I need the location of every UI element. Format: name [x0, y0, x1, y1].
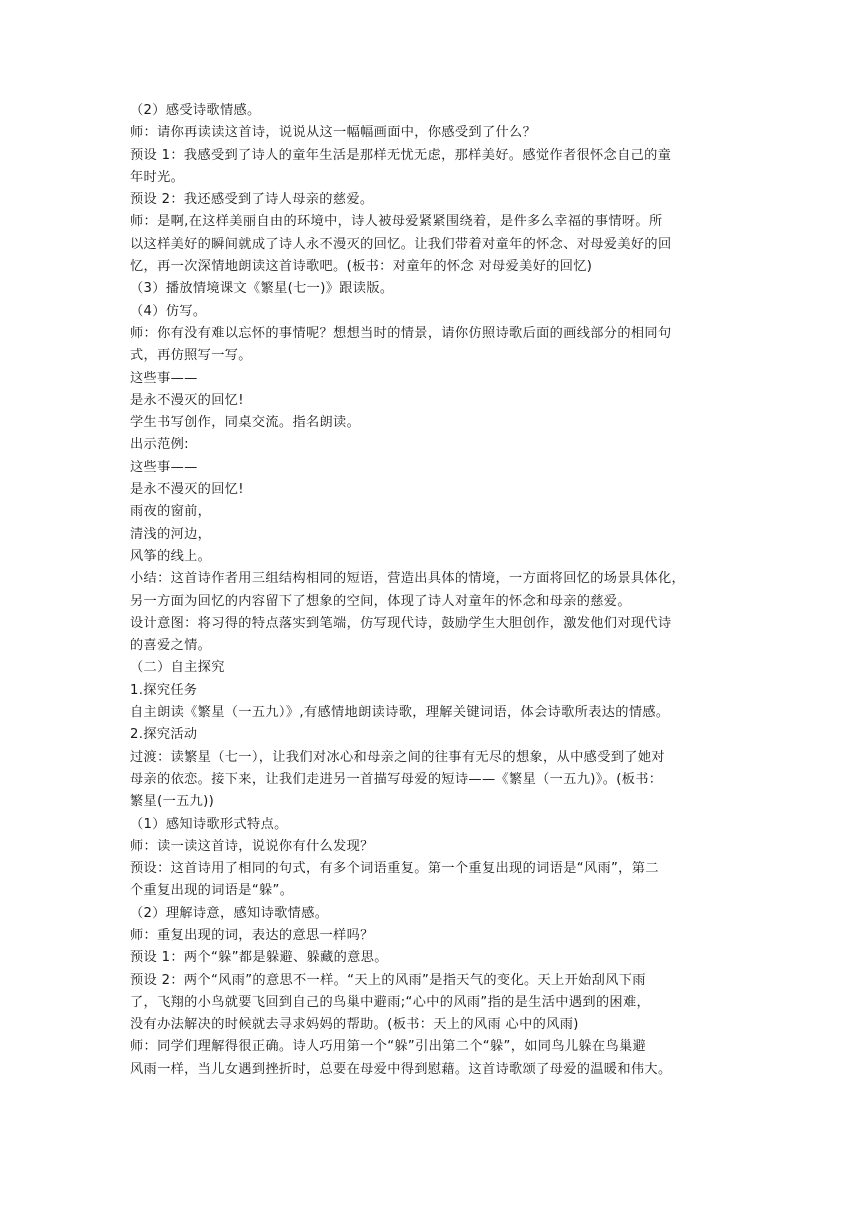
- text-line: （3）播放情境课文《繁星(七一)》跟读版。: [130, 281, 394, 297]
- text-line: 风筝的线上。: [130, 548, 212, 564]
- text-line: 过渡：读繁星（七一），让我们对冰心和母亲之间的往事有无尽的想象，从中感受到了她对: [130, 749, 665, 765]
- text-line: 以这样美好的瞬间就成了诗人永不漫灭的回忆。让我们带着对童年的怀念、对母爱美好的回: [130, 236, 672, 252]
- text-line: 预设 1：我感受到了诗人的童年生活是那样无忧无虑，那样美好。感觉作者很怀念自己的童: [130, 147, 672, 163]
- text-line: 清浅的河边，: [130, 526, 212, 542]
- text-line: 了，飞翔的小鸟就要飞回到自己的鸟巢中避雨;“心中的风雨”指的是生活中遇到的困难，: [130, 994, 651, 1010]
- document-page: [130, 100, 730, 1081]
- text-line: 师：你有没有难以忘怀的事情呢？想想当时的情景，请你仿照诗歌后面的画线部分的相同句: [130, 325, 672, 341]
- text-line: 预设：这首诗用了相同的句式，有多个词语重复。第一个重复出现的词语是“风雨”，第二: [130, 861, 659, 877]
- text-line: 风雨一样，当儿女遇到挫折时，总要在母爱中得到慰藉。这首诗歌颂了母爱的温暖和伟大。: [130, 1061, 672, 1077]
- text-line: （4）仿写。: [130, 303, 207, 319]
- text-line: 个重复出现的词语是“躲”。: [130, 883, 294, 899]
- text-line: 式，再仿照写一写。: [130, 348, 252, 364]
- subsection-heading: 1.探究任务: [130, 682, 198, 698]
- text-line: 年时光。: [130, 169, 185, 185]
- text-line: 预设 2：我还感受到了诗人母亲的慈爱。: [130, 192, 374, 208]
- text-line: 是永不漫灭的回忆!: [130, 482, 244, 498]
- text-line: 这些事——: [130, 459, 198, 475]
- text-line: （1）感知诗歌形式特点。: [130, 816, 288, 832]
- text-line: 师：请你再读读这首诗，说说从这一幅幅画面中，你感受到了什么？: [130, 125, 537, 141]
- text-line: 学生书写创作，同桌交流。指名朗读。: [130, 415, 361, 431]
- text-line: （2）感受诗歌情感。: [130, 103, 261, 118]
- text-line: （2）理解诗意，感知诗歌情感。: [130, 905, 329, 921]
- text-line: 自主朗读《繁星（一五九）》,有感情地朗读诗歌，理解关键词语，体会诗歌所表达的情感。: [130, 705, 670, 721]
- text-line: 预设 2：两个“风雨”的意思不一样。“天上的风雨”是指天气的变化。天上开始刮风下雨: [130, 972, 646, 988]
- text-line: 师：读一读这首诗，说说你有什么发现？: [130, 838, 374, 854]
- text-line: 雨夜的窗前，: [130, 504, 212, 520]
- text-line: 繁星(一五九)): [130, 794, 215, 810]
- text-line: 师：重复出现的词，表达的意思一样吗？: [130, 927, 374, 943]
- text-line: 另一方面为回忆的内容留下了想象的空间，体现了诗人对童年的怀念和母亲的慈爱。: [130, 593, 631, 609]
- text-line: 小结：这首诗作者用三组结构相同的短语，营造出具体的情境，一方面将回忆的场景具体化，: [130, 571, 686, 587]
- text-line: 的喜爱之情。: [130, 638, 212, 654]
- text-line: 母亲的依恋。接下来，让我们走进另一首描写母爱的短诗——《繁星（一五九)》。(板书：: [130, 771, 663, 787]
- text-line: 师：同学们理解得很正确。诗人巧用第一个“躲”引出第二个“躲”，如同鸟儿躲在鸟巢避: [130, 1039, 647, 1055]
- text-line: 是永不漫灭的回忆!: [130, 392, 244, 408]
- text-line: 预设 1：两个“躲”都是躲避、躲藏的意思。: [130, 950, 388, 966]
- text-line: 师：是啊,在这样美丽自由的环境中，诗人被母爱紧紧围绕着，是件多么幸福的事情呀。所: [130, 214, 663, 230]
- text-line: 设计意图：将习得的特点落实到笔端，仿写现代诗，鼓励学生大胆创作，激发他们对现代诗: [130, 615, 672, 631]
- text-line: 忆，再一次深情地朗读这首诗歌吧。(板书：对童年的怀念 对母爱美好的回忆): [130, 259, 593, 275]
- text-line: 没有办法解决的时候就去寻求妈妈的帮助。(板书：天上的风雨 心中的风雨): [130, 1017, 579, 1033]
- section-heading: （二）自主探究: [130, 660, 225, 676]
- subsection-heading: 2.探究活动: [130, 727, 198, 743]
- text-line: 出示范例:: [130, 437, 189, 453]
- text-line: 这些事——: [130, 370, 198, 386]
